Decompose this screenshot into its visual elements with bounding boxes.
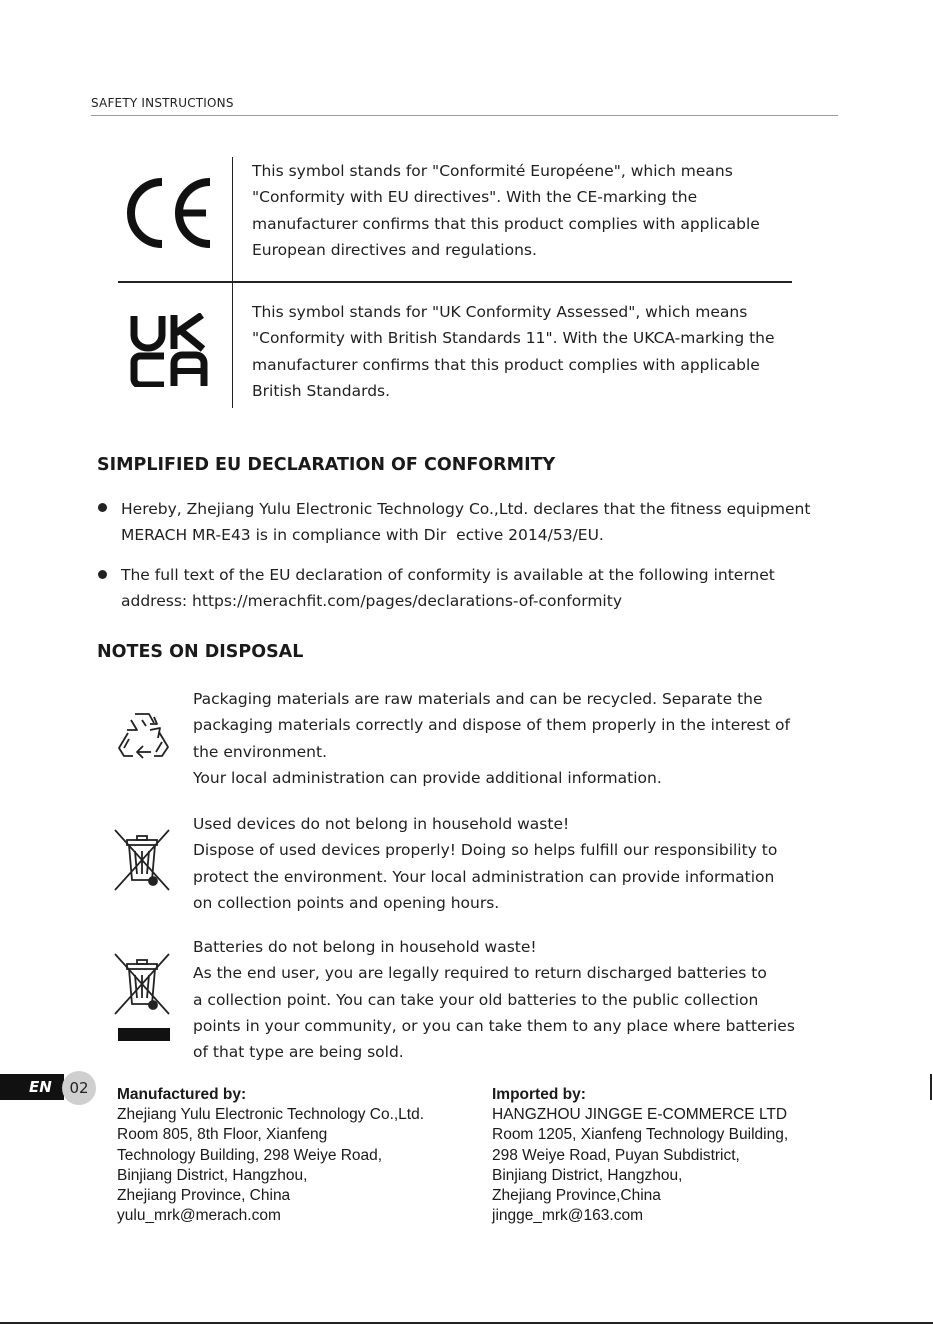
importer-email: jingge_mrk@163.com — [492, 1207, 643, 1225]
section-header: SAFETY INSTRUCTIONS — [91, 96, 234, 110]
disposal-item-devices: Used devices do not belong in household waste! Dispose of used devices properly! Doing so helps fulfill our responsibility to protect the environment. Your local administration can provide information on collection points and opening hours. — [193, 815, 778, 912]
importer-block: Imported by: HANGZHOU JINGGE E-COMMERCE LTD Room 1205, Xianfeng Technology Building, 298 Weiye Road, Puyan Subdistrict, Binjiang District, Hangzhou, Zhejiang Province,China jingge_mrk@163.com — [492, 1085, 788, 1226]
edge-marker — [930, 1074, 932, 1100]
bullet-icon — [98, 570, 107, 579]
table-vertical-divider — [232, 283, 233, 408]
declaration-heading: SIMPLIFIED EU DECLARATION OF CONFORMITY — [97, 455, 556, 475]
bullet-icon — [98, 503, 107, 512]
page-number: 02 — [62, 1071, 96, 1105]
ce-description: This symbol stands for "Conformité Européene", which means "Conformity with EU directives". With the CE-marking the manufacturer confirms that this product complies with applicable European directives and regulations. — [252, 162, 760, 259]
ce-mark-icon — [124, 176, 216, 250]
recycle-icon — [113, 706, 173, 766]
manufacturer-block: Manufactured by: Zhejiang Yulu Electronic Technology Co.,Ltd. Room 805, 8th Floor, Xianfeng Technology Building, 298 Weiye Road, Binjiang District, Hangzhou, Zhejiang Province, China yulu_mrk@merach.com — [117, 1085, 424, 1226]
disposal-item-batteries: Batteries do not belong in household waste! As the end user, you are legally required to return discharged batteries to a collection point. You can take your old batteries to the public collection points in your community, or you can take them to any place where batteries of that type are being sold. — [193, 938, 795, 1062]
declaration-bullet: The full text of the EU declaration of conformity is available at the following internet address: https://merachfit.com/pages/declarations-of-conformity — [121, 566, 775, 611]
table-horizontal-divider — [118, 281, 792, 283]
disposal-heading: NOTES ON DISPOSAL — [97, 642, 304, 662]
ukca-description: This symbol stands for "UK Conformity Assessed", which means "Conformity with British Standards 11". With the UKCA-marking the manufacturer confirms that this product complies with applicable British Standards. — [252, 303, 775, 400]
header-divider — [91, 115, 838, 116]
crossed-bin-icon — [113, 828, 171, 894]
declaration-bullet: Hereby, Zhejiang Yulu Electronic Technology Co.,Ltd. declares that the fitness equipment MERACH MR-E43 is in compliance with Dir ective 2014/53/EU. — [121, 500, 816, 545]
language-tab: EN — [0, 1074, 64, 1100]
ukca-mark-icon — [130, 313, 208, 387]
table-vertical-divider — [232, 157, 233, 281]
crossed-bin-bar-icon — [113, 952, 171, 1044]
manufacturer-email: yulu_mrk@merach.com — [117, 1207, 281, 1225]
disposal-item-packaging: Packaging materials are raw materials and can be recycled. Separate the packaging materials correctly and dispose of them properly in the interest of the environment. Your local administration can provide additional information. — [193, 690, 790, 787]
importer-label: Imported by: — [492, 1086, 586, 1103]
manufacturer-label: Manufactured by: — [117, 1086, 247, 1103]
